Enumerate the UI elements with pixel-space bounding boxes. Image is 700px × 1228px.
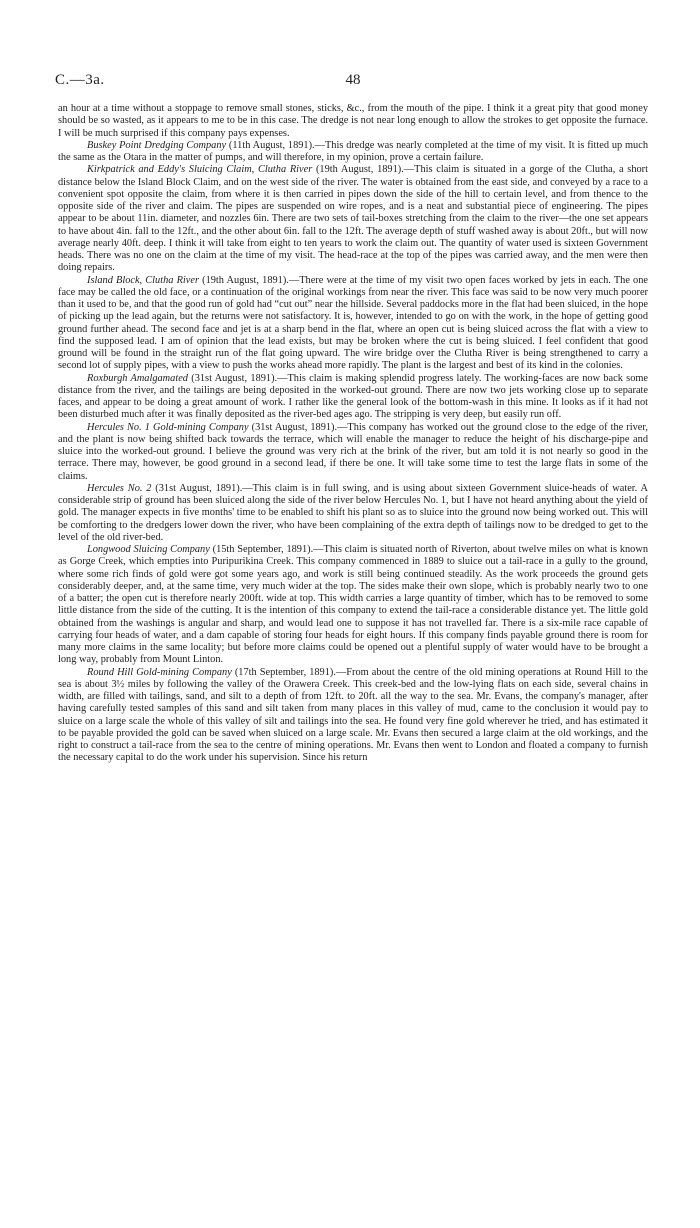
- paragraph-hercules-1: [58, 422, 648, 483]
- paragraph-text: (11th August, 1891).—This dredge was nearly completed at the time of my visit. It is fitted up much the same as the Otara in the matter of pumps, and will therefore, in my opinion, prove a certain failure.: [58, 139, 648, 163]
- paragraph-kirkpatrick-eddy: [58, 164, 648, 274]
- paragraph-text: an hour at a time without a stoppage to remove small stones, sticks, &c., from the mouth of the pipe. I think it a great pity that good money should be so wasted, as it appears to me to be in this case. The dredge is not near long enough to allow the strokes to get opposite the furnace. I will be much surprised if this company pays expenses.: [58, 103, 648, 139]
- page-header: [55, 72, 648, 96]
- paragraph-buskey-point: [58, 140, 648, 165]
- paragraph-text: (19th August, 1891).—This claim is situated in a gorge of the Clutha, a short distance below the Island Block Claim, and on the west side of the river. The water is obtained from the east side, and conveyed by a race to a convenient spot opposite the claim, from where it is then carried in pipes down the side of the hill to certain level, and from thence to the opposite side of the river and claim. The pipes are suspended on wire ropes, and is a neat and substantial piece of engineering. The pipes appear to be about 11in. diameter, and nozzles 6in. There are two sets of tail-boxes stretching from the claim to the river—the one set appears to have about 4in. fall to the 12ft., and the other about 6in. fall to the 12ft. The average depth of stuff washed away is about 20ft., but will now average nearly 40ft. deep. I think it will take from eight to ten years to work the claim out. The quantity of water used is sixteen Government heads. There was no one on the claim at the time of my visit. The head-race at the top of the pipes was carried away, and the men were then doing repairs.: [58, 164, 648, 274]
- report-body: [58, 103, 648, 765]
- paragraph-hercules-2: [58, 483, 648, 544]
- session-reference: C.—3a.: [55, 72, 105, 88]
- document-page: [55, 72, 649, 765]
- paragraph-text: (15th September, 1891).—This claim is situated north of Riverton, about twelve miles on what is known as Gorge Creek, which empties into Puripurikina Creek. This company commenced in 1889 to sluice out a tail-race in a gully to the ground, where some rich finds of gold were got some years ago, and work is still being continued steadily. As the work proceeds the ground gets considerably deeper, and, at the same time, very much wider at the top. The sides make their own slope, which is probably nearly two to one of a batter; the open cut is therefore nearly 200ft. wide at top. This width carries a large quantity of timber, which has to be removed to some little distance from the side of the cutting. It is the intention of this company to extend the tail-race a considerable distance yet. The little gold obtained from the washings is angular and sharp, and would lead one to suppose it has not travelled far. There is a six-mile race capable of carrying four heads of water, and a dam capable of storing four heads for eight hours. If this company finds payable ground there is room for many more claims in the same locality; but before more claims could be opened out a plentiful supply of water would have to be brought a long way, probably from Mount Linton.: [58, 544, 648, 666]
- paragraph-text: (31st August, 1891).—This claim is in full swing, and is using about sixteen Government sluice-heads of water. A considerable strip of ground has been sluiced along the side of the river below Hercules No. 1, but I have not heard anything about the yield of gold. The manager expects in five months' time to be enabled to shift his plant so as to sluice into the ground now being worked out. This will be comforting to the dredgers lower down the river, who have been complaining of the extra depth of tailings now to be dredged to get to the level of the old river-bed.: [58, 482, 648, 543]
- paragraph-text: (31st August, 1891).—This company has worked out the ground close to the edge of the river, and the plant is now being shifted back towards the terrace, which will enable the manager to reduce the height of his discharge-pipe and sluice into the worked-out ground. I believe the ground was very rich at the brink of the river, but am told it is not nearly so good in the terrace. There may, however, be good ground in a second lead, if there be one. It will take some time to test the large flats in some of the claims.: [58, 421, 648, 482]
- paragraph-heading: Hercules No. 1 Gold-mining Company: [87, 421, 249, 433]
- paragraph-text: (31st August, 1891).—This claim is making splendid progress lately. The working-faces are now back some distance from the river, and the tailings are being deposited in the worked-out ground. There are now two jets working close up to separate faces, and appear to be doing a great amount of work. I rather like the general look of the bottom-wash in this mine. It looks as if it had not been disturbed much after it was finally deposited as the river-bed ages ago. The stripping is very deep, but easily run off.: [58, 372, 649, 421]
- paragraph-longwood: [58, 544, 648, 667]
- paragraph-roxburgh: [58, 373, 648, 422]
- paragraph-continued: [58, 103, 648, 140]
- paragraph-text: (17th September, 1891).—From about the centre of the old mining operations at Round Hill to the sea is about 3½ miles by following the valley of the Orawera Creek. This creek-bed and the low-lying flats on each side, several chains in width, are filled with tailings, sand, and silt to a depth of from 12ft. to 20ft. all the way to the sea. Mr. Evans, the company's manager, after having carefully tested samples of this sand and silt taken from many places in this valley of mud, came to the conclusion it would pay to sluice on a large scale the whole of this valley of silt and tailings into the sea. He found very fine gold wherever he tried, and has estimated it to be payable provided the gold can be saved when sluiced on a large scale. Mr. Evans then secured a large claim at the old workings, and the right to construct a tail-race from the sea to the centre of mining operations. Mr. Evans then went to London and floated a company to furnish the necessary capital to do the work under his supervision. Since his return: [58, 666, 649, 764]
- paragraph-text: (19th August, 1891).—There were at the time of my visit two open faces worked by jets in each. The one face may be called the old face, or a continuation of the original workings from near the river. This face was said to be now very much poorer than it used to be, and that the good run of gold had “cut out” near the hillside. Several paddocks more in the flat had been sluiced, in the hope of picking up the lead again, but the returns were not satisfactory. It is, however, intended to go on with the work, in the hope of getting good ground further ahead. The second face and jet is at a sharp bend in the flat, where an open cut is being sluiced across the flat with a view to find the supposed lead. I am of opinion that the lead exists, but may be broken where the cut is being sluiced. I feel confident that good ground will be found in the straight run of the flat going upward. The wire bridge over the Clutha River is being strengthened to carry a second lot of supply pipes, with a view to push the works ahead more rapidly. The plant is the largest and best of its kind in the colonies.: [58, 274, 648, 372]
- paragraph-heading: Hercules No. 2: [87, 482, 152, 494]
- paragraph-round-hill: [58, 667, 648, 765]
- paragraph-heading: Round Hill Gold-mining Company: [87, 666, 232, 678]
- paragraph-heading: Roxburgh Amalgamated: [87, 372, 188, 384]
- paragraph-heading: Kirkpatrick and Eddy's Sluicing Claim, Clutha River: [87, 164, 313, 176]
- paragraph-heading: Buskey Point Dredging Company: [87, 139, 227, 151]
- paragraph-island-block: [58, 275, 648, 373]
- page-number: 48: [345, 72, 361, 88]
- paragraph-heading: Island Block, Clutha River: [87, 274, 199, 286]
- paragraph-heading: Longwood Sluicing Company: [87, 544, 210, 555]
